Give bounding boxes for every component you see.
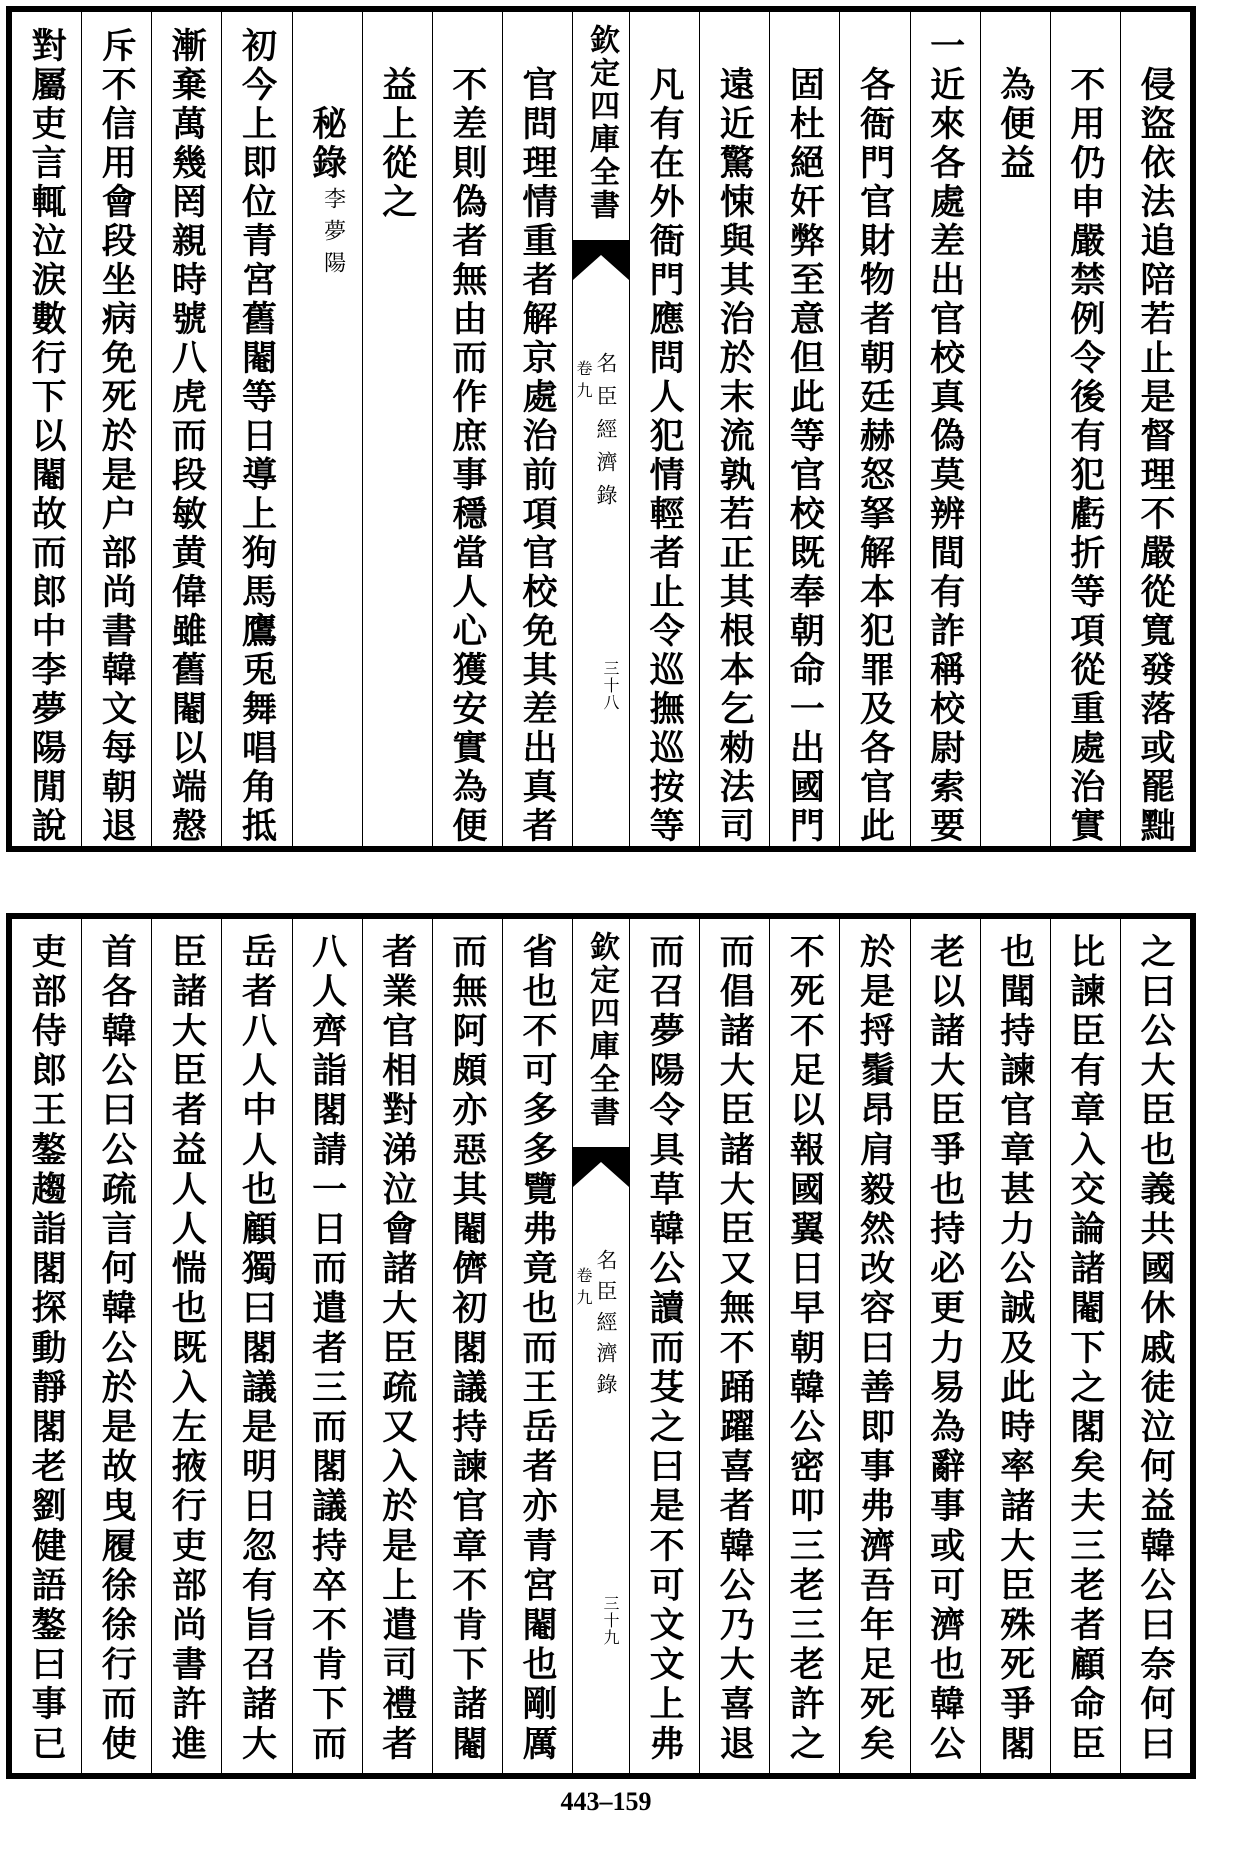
column-text: 初今上即位青宮舊閹等日導上狗馬鷹兎舞唱角抵 — [236, 27, 278, 846]
book-title: 名臣經濟錄 — [594, 352, 618, 517]
text-column — [432, 919, 502, 1773]
column-text: 官問理情重者解京處治前項官校免其差出真者 — [517, 66, 558, 846]
text-column — [839, 919, 909, 1773]
page-number: 443–159 — [560, 1787, 652, 1816]
column-text: 不差則偽者無由而作庶事穩當人心獲安實為便 — [446, 66, 488, 846]
top-leaf-columns — [12, 12, 1190, 846]
text-column — [362, 919, 432, 1773]
fishtail-mark-icon — [573, 1147, 629, 1187]
text-column — [151, 919, 221, 1773]
column-text: 對屬吏言輒泣涙數行下以閹故而郎中李夢陽閒說 — [26, 27, 68, 846]
column-text: 臣諸大臣者益人人惴也既入左掖行吏部尚書許進 — [166, 933, 208, 1765]
column-text: 一近來各處差出官校真偽莫辨間有詐稱校尉索要 — [924, 27, 966, 846]
column-text: 省也不可多多覽弗竟也而王岳者亦青宮閹也剛厲 — [517, 933, 558, 1765]
column-text: 遠近驚悚與其治於末流孰若正其根本乞勑法司 — [714, 66, 756, 846]
text-column — [699, 919, 769, 1773]
collection-title: 欽定四庫全書 — [584, 931, 619, 1129]
volume-label: 卷九 — [574, 1267, 593, 1311]
bottom-leaf-columns — [12, 919, 1190, 1773]
column-text: 為便益 — [994, 66, 1036, 183]
text-column — [629, 919, 699, 1773]
text-column — [151, 12, 221, 846]
column-text: 斥不信用會段坐病免死於是户部尚書韓文每朝退 — [96, 27, 138, 846]
text-column — [221, 12, 291, 846]
collection-title: 欽定四庫全書 — [584, 24, 619, 222]
section-heading-column — [292, 12, 362, 846]
book-title: 名臣經濟錄 — [594, 1249, 618, 1404]
text-column — [1120, 919, 1190, 1773]
text-column — [81, 12, 151, 846]
center-fold-column — [572, 919, 629, 1773]
fishtail-mark-icon — [573, 240, 629, 280]
text-column — [769, 919, 839, 1773]
text-column — [769, 12, 839, 846]
column-text: 首各韓公曰公疏言何韓公於是故曳履徐徐行而使 — [96, 933, 138, 1765]
column-text: 也聞持諫官章甚力公誠及此時率諸大臣殊死爭閣 — [994, 933, 1036, 1765]
column-text: 不死不足以報國翼日早朝韓公密叩三老三老許之 — [784, 933, 826, 1765]
column-text: 岳者八人中人也顧獨曰閣議是明日忽有旨召諸大 — [236, 933, 278, 1765]
text-column — [910, 919, 980, 1773]
leaf-number: 三十八 — [601, 660, 620, 711]
column-text: 而無阿頗亦惡其閹儕初閣議持諫官章不肯下諸閹 — [446, 933, 488, 1765]
text-column — [839, 12, 909, 846]
text-column — [699, 12, 769, 846]
text-column — [910, 12, 980, 846]
column-text: 漸棄萬幾罔親時號八虎而段敏黄偉雖舊閹以端慤 — [166, 27, 208, 846]
text-column — [221, 919, 291, 1773]
leaf-number: 三十九 — [601, 1595, 620, 1646]
column-text: 之曰公大臣也義共國休戚徒泣何益韓公曰奈何曰 — [1135, 933, 1176, 1765]
column-text: 侵盜依法追陪若止是督理不嚴從寬發落或罷黜 — [1135, 66, 1176, 846]
text-column — [1050, 919, 1120, 1773]
column-text: 而召夢陽令具草韓公讀而芟之曰是不可文文上弗 — [644, 933, 686, 1765]
column-text: 比諫臣有章入交論諸閹下之閣矣夫三老者顧命臣 — [1064, 933, 1106, 1765]
volume-label: 卷九 — [574, 360, 593, 404]
text-column — [980, 919, 1050, 1773]
column-text: 益上從之 — [376, 66, 418, 222]
column-text: 於是捋鬚昂肩毅然改容曰善即事弗濟吾年足死矣 — [854, 933, 896, 1765]
section-author: 李夢陽 — [320, 187, 346, 283]
top-leaf-panel — [6, 6, 1196, 852]
text-column — [362, 12, 432, 846]
column-text: 者業官相對涕泣會諸大臣疏又入於是上遣司禮者 — [376, 933, 418, 1765]
column-text: 吏部侍郎王鏊趨詣閣探動靜閣老劉健語鏊曰事已 — [26, 933, 68, 1765]
bottom-leaf-panel — [6, 913, 1196, 1779]
text-column — [1050, 12, 1120, 846]
column-text: 老以諸大臣爭也持必更力易為辭事或可濟也韓公 — [924, 933, 966, 1765]
section-title: 秘錄 — [306, 105, 348, 183]
column-text: 不用仍申嚴禁例令後有犯虧折等項從重處治實 — [1064, 66, 1106, 846]
text-column — [502, 12, 572, 846]
text-column — [980, 12, 1050, 846]
text-column — [1120, 12, 1190, 846]
text-column — [81, 919, 151, 1773]
column-text: 各衙門官財物者朝廷赫怒拏解本犯罪及各官此 — [854, 66, 896, 846]
text-column — [12, 919, 81, 1773]
text-column — [12, 12, 81, 846]
text-column — [432, 12, 502, 846]
column-text: 而倡諸大臣諸大臣又無不踊躍喜者韓公乃大喜退 — [714, 933, 756, 1765]
text-column — [502, 919, 572, 1773]
text-column — [629, 12, 699, 846]
text-column — [292, 919, 362, 1773]
column-text: 八人齊詣閣請一日而遣者三而閣議持卒不肯下而 — [306, 933, 348, 1765]
center-fold-column — [572, 12, 629, 846]
column-text: 凡有在外衙門應問人犯情輕者止令巡撫巡按等 — [644, 66, 686, 846]
column-text: 固杜絕奸弊至意但此等官校既奉朝命一出國門 — [784, 66, 826, 846]
